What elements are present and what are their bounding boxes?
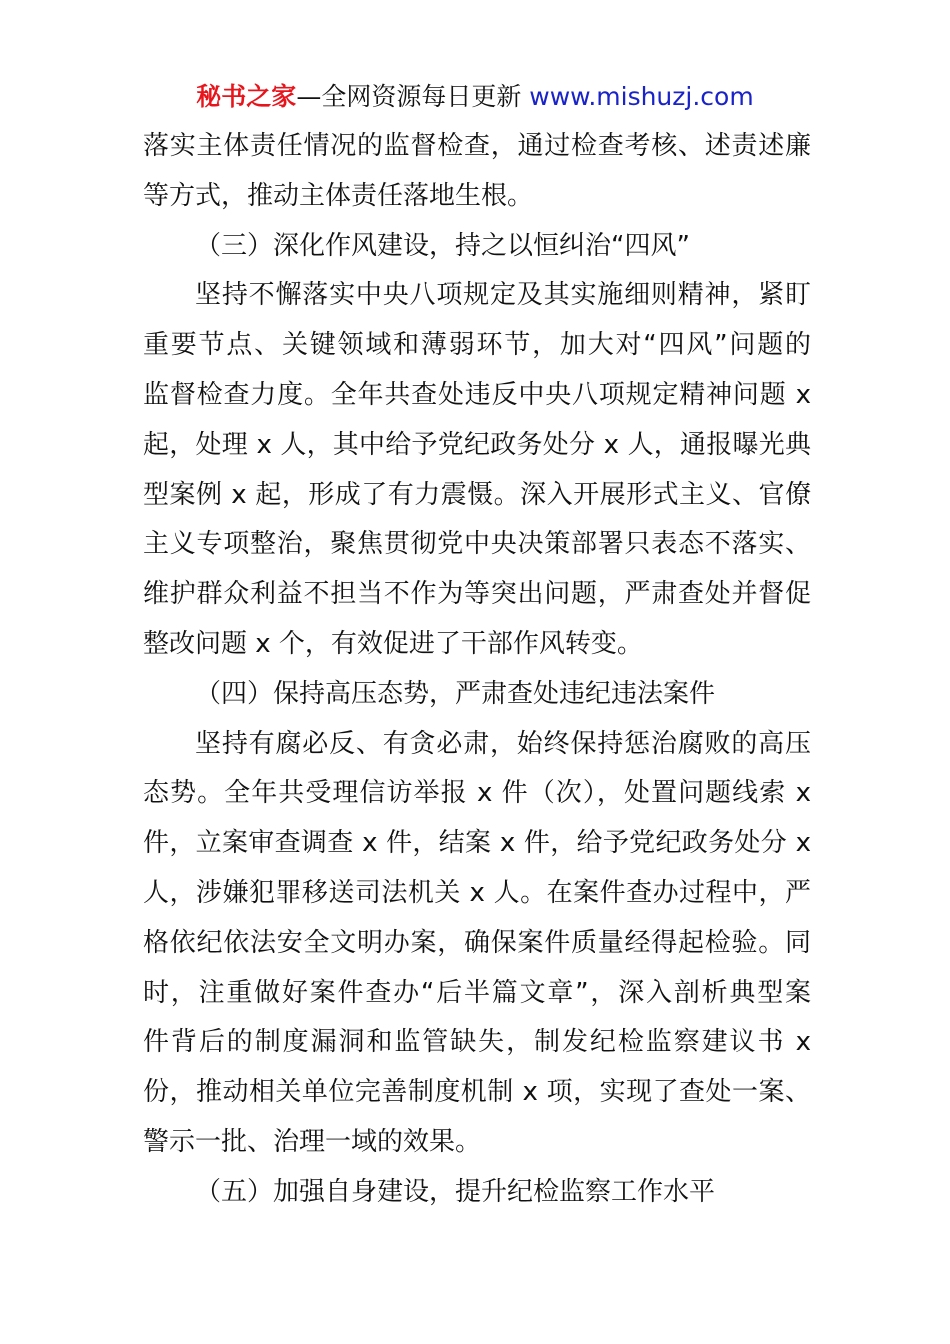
page-header	[0, 80, 950, 114]
brand-name: 秘书之家	[196, 82, 297, 111]
text-line: 监督检查力度。全年共查处违反中央八项规定精神问题 x	[143, 379, 811, 410]
text-line: 维护群众利益不担当不作为等突出问题，严肃查处并督促	[143, 579, 811, 610]
text-line: 时，注重做好案件查办“后半篇文章”，深入剖析典型案	[143, 977, 811, 1008]
text-line: 份，推动相关单位完善制度机制 x 项，实现了查处一案、	[143, 1077, 811, 1108]
text-line: 警示一批、治理一域的效果。	[143, 1126, 482, 1157]
text-line: 件，立案审查调查 x 件，结案 x 件，给予党纪政务处分 x	[143, 828, 811, 859]
text-line: 型案例 x 起，形成了有力震慑。深入开展形式主义、官僚	[143, 479, 811, 510]
text-line: 落实主体责任情况的监督检查，通过检查考核、述责述廉	[143, 131, 811, 161]
text-line: 格依纪依法安全文明办案，确保案件质量经得起检验。同	[143, 927, 811, 958]
text-line: 主义专项整治，聚焦贯彻党中央决策部署只表态不落实、	[143, 529, 811, 560]
text-line: 坚持不懈落实中央八项规定及其实施细则精神，紧盯	[195, 280, 811, 311]
text-line: 重要节点、关键领域和薄弱环节，加大对“四风”问题的	[143, 330, 811, 361]
text-line: 等方式，推动主体责任落地生根。	[143, 180, 534, 211]
header-tagline: —全网资源每日更新	[296, 82, 522, 111]
document-body	[143, 122, 811, 1218]
text-line: 坚持有腐必反、有贪必肃，始终保持惩治腐败的高压	[195, 728, 811, 759]
text-line: 件背后的制度漏洞和监管缺失，制发纪检监察建议书 x	[143, 1027, 811, 1058]
text-line: 起，处理 x 人，其中给予党纪政务处分 x 人，通报曝光典	[143, 429, 811, 460]
website-link[interactable]: www.mishuzj.com	[521, 82, 754, 111]
text-line: 整改问题 x 个，有效促进了干部作风转变。	[143, 628, 643, 659]
text-line: 人，涉嫌犯罪移送司法机关 x 人。在案件查办过程中，严	[143, 877, 811, 908]
text-line: （五）加强自身建设，提升纪检监察工作水平	[195, 1176, 716, 1207]
text-line: （四）保持高压态势，严肃查处违纪违法案件	[195, 678, 716, 709]
text-line: （三）深化作风建设，持之以恒纠治“四风”	[195, 230, 690, 261]
text-line: 态势。全年共受理信访举报 x 件（次），处置问题线索 x	[143, 778, 811, 809]
